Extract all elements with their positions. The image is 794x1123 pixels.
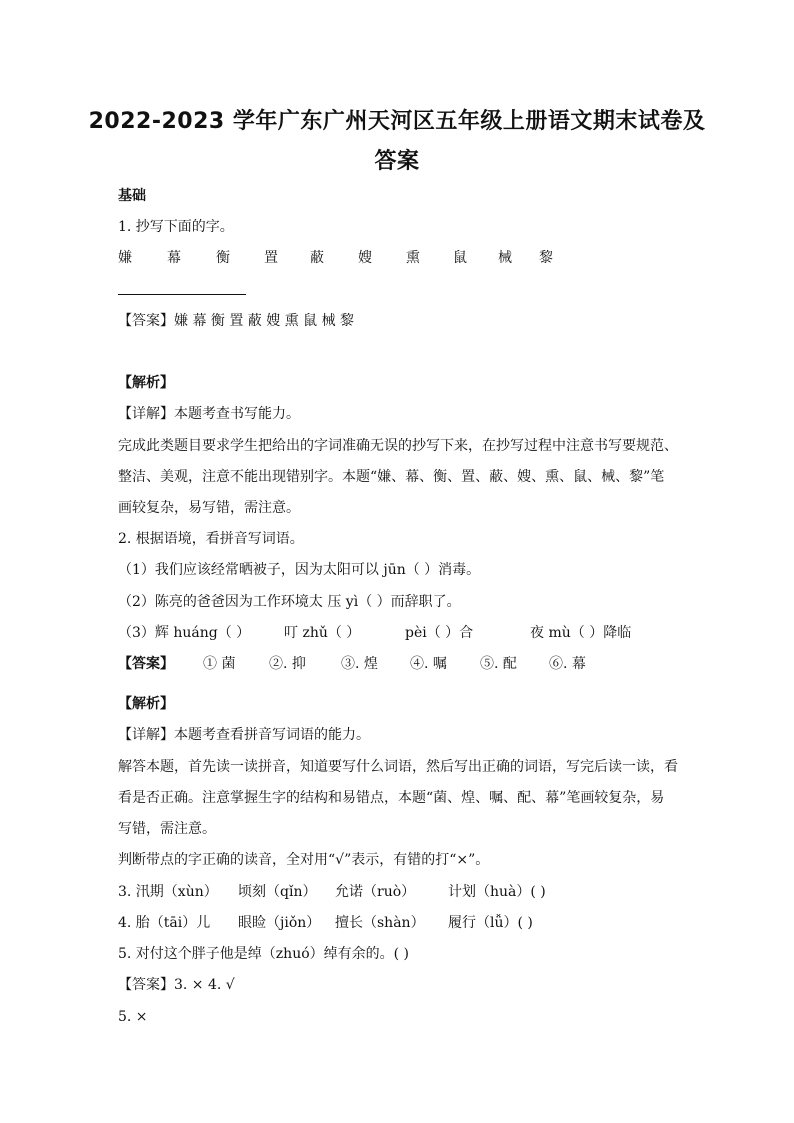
q2-item3-part: 夜 mù（ ）降临 [530, 625, 632, 641]
q1-char: 蔽 [310, 250, 324, 266]
q1-char: 置 [264, 250, 278, 266]
q2-answer-label: 【答案】 [118, 656, 174, 672]
q4-part: 眼睑（jiǒn） [238, 915, 321, 931]
q1-char: 鼠 [453, 250, 467, 266]
q1-char: 嫂 [358, 250, 372, 266]
q2-para: 看是否正确。注意掌握生字的结构和易错点，本题“菌、煌、嘱、配、幕”笔画较复杂，易 [118, 790, 665, 806]
q1-char: 熏 [406, 250, 420, 266]
judge-answer: 5. × [118, 1009, 148, 1025]
judge-answer: 【答案】3. × 4. √ [118, 977, 235, 993]
q2-para: 解答本题，首先读一读拼音，知道要写什么词语，然后写出正确的词语，写完后读一读，看 [118, 759, 678, 775]
q2-item3-part: 叮 zhǔ（ ） [284, 625, 361, 641]
q2-answer: ③. 煌 [341, 656, 378, 672]
q1-detail: 【详解】本题考查书写能力。 [118, 406, 300, 422]
q3-part: 顷刻（qǐn） [238, 884, 317, 900]
q2-answer: ④. 嘱 [410, 656, 447, 672]
q1-char: 衡 [216, 250, 230, 266]
q1-prompt: 1. 抄写下面的字。 [118, 219, 234, 235]
q2-answer: ① 菌 [203, 656, 236, 672]
q1-char: 嫌 [118, 250, 132, 266]
page-title-line2: 答案 [374, 149, 420, 174]
q2-item3-part: （3）辉 huáng（ ） [118, 625, 251, 641]
q3-part: 3. 汛期（xùn） [118, 884, 218, 900]
q2-analysis-label: 【解析】 [118, 696, 174, 712]
q3-part: 计划（huà）( ) [448, 884, 546, 900]
q1-char: 械 [498, 250, 512, 266]
judge-intro: 判断带点的字正确的读音，全对用“√”表示，有错的打“×”。 [118, 852, 490, 868]
q2-answer: ⑥. 幕 [549, 656, 586, 672]
q2-answer: ②. 抑 [269, 656, 306, 672]
q1-char: 幕 [167, 250, 181, 266]
q4-part: 4. 胎（tāi）儿 [118, 915, 211, 931]
q2-para: 写错，需注意。 [118, 821, 216, 837]
q2-detail: 【详解】本题考查看拼音写词语的能力。 [118, 727, 370, 743]
q1-char: 黎 [539, 250, 553, 266]
q2-item: （1）我们应该经常晒被子，因为太阳可以 jūn（ ）消毒。 [118, 562, 481, 578]
q2-answer: ⑤. 配 [480, 656, 517, 672]
q2-item3-part: pèi（ ）合 [405, 625, 474, 641]
answer-blank-line [118, 294, 246, 295]
q2-item: （2）陈亮的爸爸因为工作环境太 压 yì（ ）而辞职了。 [118, 594, 461, 610]
q1-answer: 【答案】嫌 幕 衡 置 蔽 嫂 熏 鼠 械 黎 [118, 313, 355, 329]
q4-part: 擅长（shàn） [335, 915, 425, 931]
q5: 5. 对付这个胖子他是绰（zhuó）绰有余的。( ) [118, 946, 410, 962]
q4-part: 履行（lǚ）( ) [448, 915, 533, 931]
q1-para: 画较复杂，易写错，需注意。 [118, 500, 300, 516]
page-title-line1: 2022-2023 学年广东广州天河区五年级上册语文期末试卷及 [88, 109, 706, 134]
q3-part: 允诺（ruò） [335, 884, 416, 900]
q1-analysis-label: 【解析】 [118, 375, 174, 391]
q2-prompt: 2. 根据语境，看拼音写词语。 [118, 531, 304, 547]
q1-para: 整洁、美观，注意不能出现错别字。本题“嫌、幕、衡、置、蔽、嫂、熏、鼠、械、黎”笔 [118, 469, 665, 485]
section-heading: 基础 [118, 188, 146, 204]
q1-para: 完成此类题目要求学生把给出的字词准确无误的抄写下来，在抄写过程中注意书写要规范、 [118, 438, 678, 454]
